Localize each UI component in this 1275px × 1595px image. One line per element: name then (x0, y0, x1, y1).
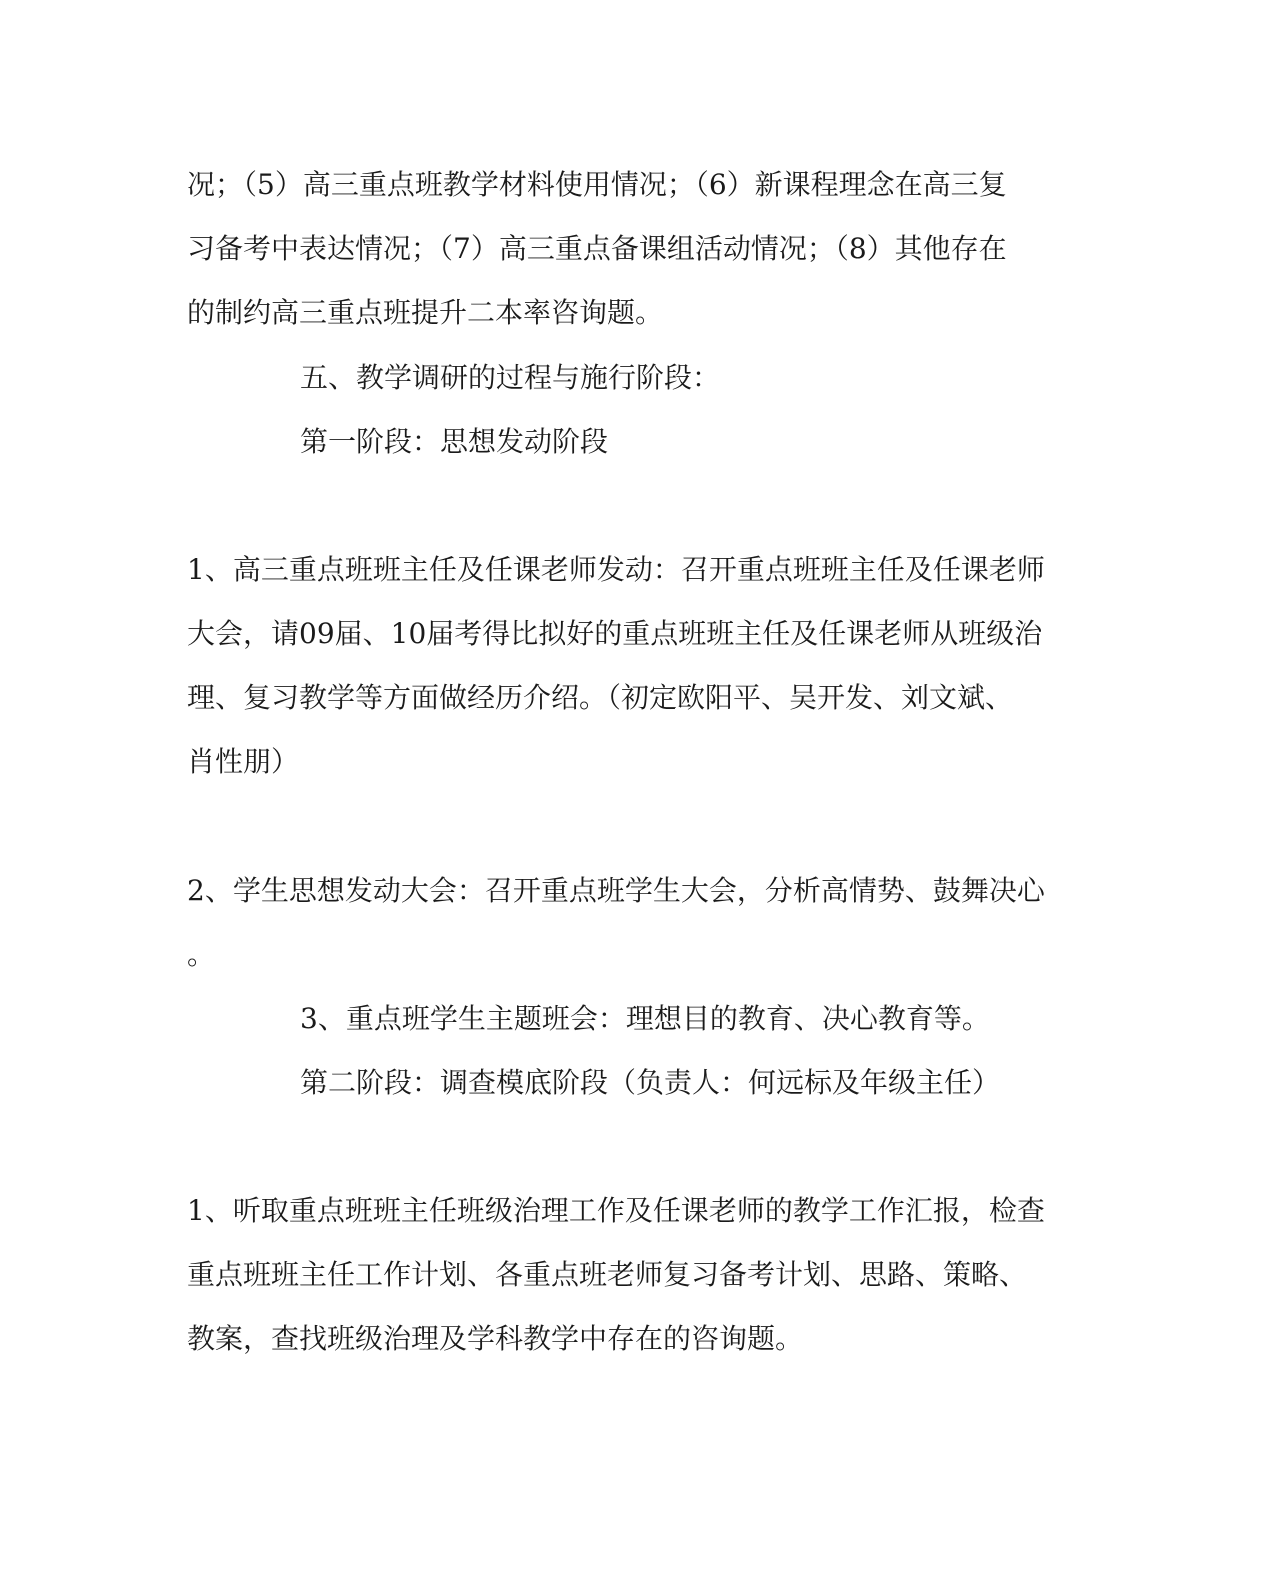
stage-heading: 第二阶段：调查模底阶段（负责人：何远标及年级主任） (300, 1066, 1001, 1099)
text-line: 习备考中表达情况；（7）高三重点备课组活动情况；（8）其他存在 (187, 232, 1007, 265)
text-line: 理、复习教学等方面做经历介绍。（初定欧阳平、吴开发、刘文斌、 (187, 681, 1014, 714)
text-line: 的制约高三重点班提升二本率咨询题。 (187, 296, 664, 329)
text-line: 况；（5）高三重点班教学材料使用情况；（6）新课程理念在高三复 (187, 168, 1007, 201)
text-line: 1、高三重点班班主任及任课老师发动：召开重点班班主任及任课老师 (187, 553, 1045, 586)
section-heading: 五、教学调研的过程与施行阶段： (300, 361, 721, 394)
stage-heading: 第一阶段：思想发动阶段 (300, 425, 609, 458)
text-line: 大会，请09届、10届考得比拟好的重点班班主任及任课老师从班级治 (187, 617, 1043, 650)
text-line: 肖性朋） (187, 745, 300, 778)
text-line: 教案，查找班级治理及学科教学中存在的咨询题。 (187, 1322, 804, 1355)
text-line: 3、重点班学生主题班会：理想目的教育、决心教育等。 (300, 1002, 990, 1035)
text-line: 。 (187, 938, 216, 971)
text-line: 重点班班主任工作计划、各重点班老师复习备考计划、思路、策略、 (187, 1258, 1028, 1291)
text-line: 2、学生思想发动大会：召开重点班学生大会，分析高情势、鼓舞决心 (187, 874, 1045, 907)
text-line: 1、听取重点班班主任班级治理工作及任课老师的教学工作汇报，检查 (187, 1194, 1045, 1227)
